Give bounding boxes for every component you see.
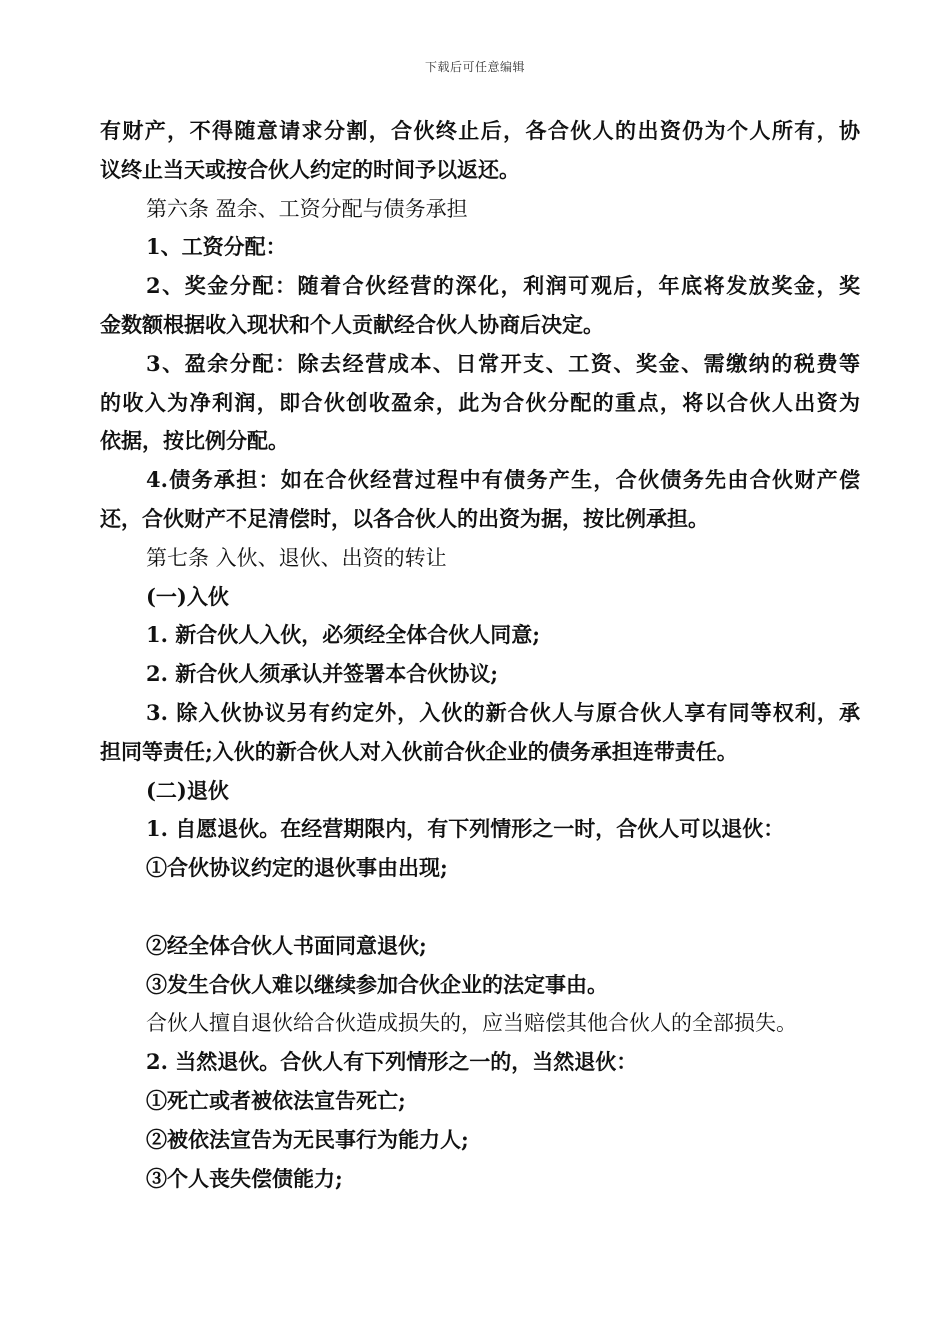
text-line: 4.债务承担：如在合伙经营过程中有债务产生，合伙债务先由合伙财产偿 — [146, 467, 860, 493]
text-line: ②被依法宣告为无民事行为能力人; — [146, 1126, 469, 1152]
text-line: 议终止当天或按合伙人约定的时间予以返还。 — [100, 156, 520, 182]
text-line: (二)退伙 — [146, 777, 229, 803]
document-body — [100, 112, 860, 1198]
text-line: 1. 自愿退伙。在经营期限内，有下列情形之一时，合伙人可以退伙： — [146, 816, 785, 842]
text-line: 2、奖金分配：随着合伙经营的深化，利润可观后，年底将发放奖金，奖 — [146, 273, 860, 299]
page-header: 下载后可任意编辑 — [424, 60, 525, 74]
text-line: 3、盈余分配：除去经营成本、日常开支、工资、奖金、需缴纳的税费等 — [146, 350, 860, 376]
text-line: ③发生合伙人难以继续参加合伙企业的法定事由。 — [146, 971, 608, 997]
text-line: 担同等责任;入伙的新合伙人对入伙前合伙企业的债务承担连带责任。 — [100, 738, 738, 764]
text-line: 1、工资分配： — [146, 234, 287, 260]
text-line: 第七条 入伙、退伙、出资的转让 — [146, 545, 447, 570]
text-line: 1. 新合伙人入伙，必须经全体合伙人同意; — [146, 622, 540, 648]
text-line: 有财产，不得随意请求分割，合伙终止后，各合伙人的出资仍为个人所有，协 — [100, 118, 860, 143]
blank-line — [100, 888, 860, 927]
text-line: 金数额根据收入现状和个人贡献经合伙人协商后决定。 — [100, 311, 604, 337]
text-line: 还，合伙财产不足清偿时，以各合伙人的出资为据，按比例承担。 — [100, 505, 709, 531]
text-line: ①合伙协议约定的退伙事由出现; — [146, 855, 448, 881]
text-line: (一)入伙 — [146, 583, 229, 609]
text-line: 合伙人擅自退伙给合伙造成损失的，应当赔偿其他合伙人的全部损失。 — [146, 1011, 797, 1036]
text-line: 2. 新合伙人须承认并签署本合伙协议; — [146, 661, 498, 687]
text-line: 2. 当然退伙。合伙人有下列情形之一的，当然退伙： — [146, 1049, 638, 1075]
text-line: ①死亡或者被依法宣告死亡; — [146, 1087, 406, 1113]
text-line: ②经全体合伙人书面同意退伙; — [146, 932, 427, 958]
text-line: ③个人丧失偿债能力; — [146, 1165, 343, 1191]
text-line: 3. 除入伙协议另有约定外，入伙的新合伙人与原合伙人享有同等权利，承 — [146, 699, 860, 725]
text-line: 依据，按比例分配。 — [100, 428, 289, 454]
text-line: 第六条 盈余、工资分配与债务承担 — [146, 196, 468, 221]
text-line: 的收入为净利润，即合伙创收盈余，此为合伙分配的重点，将以合伙人出资为 — [100, 389, 860, 415]
